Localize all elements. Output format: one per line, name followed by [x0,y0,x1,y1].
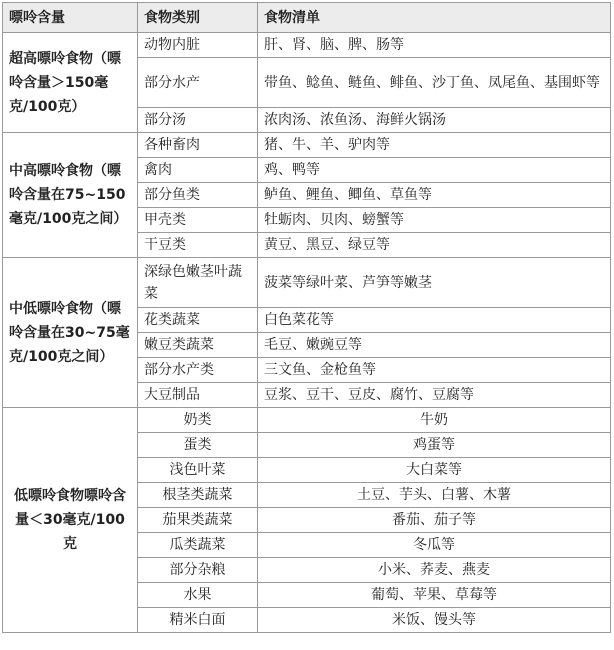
category-ultra-high: 超高嘌呤食物（嘌呤含量＞150毫克/100克） [3,33,138,133]
food-list-cell: 鸡、鸭等 [258,158,611,183]
food-list-cell: 菠菜等绿叶菜、芦笋等嫩茎 [258,258,611,308]
table-row [3,33,611,58]
food-type-cell: 瓜类蔬菜 [138,533,258,558]
food-type-cell: 干豆类 [138,233,258,258]
food-type-cell: 部分汤 [138,108,258,133]
food-list-cell: 肝、肾、脑、脾、肠等 [258,33,611,58]
category-mid-low: 中低嘌呤食物（嘌呤含量在30~75毫克/100克之间） [3,258,138,408]
header-purine-level: 嘌呤含量 [3,3,138,33]
table-header-row [3,3,611,33]
table-row [3,408,611,433]
food-list-cell: 豆浆、豆干、豆皮、腐竹、豆腐等 [258,383,611,408]
food-list-cell: 鲈鱼、鲤鱼、鲫鱼、草鱼等 [258,183,611,208]
food-list-cell: 黄豆、黑豆、绿豆等 [258,233,611,258]
food-type-cell: 甲壳类 [138,208,258,233]
food-type-cell: 根茎类蔬菜 [138,483,258,508]
food-list-cell: 牡蛎肉、贝肉、螃蟹等 [258,208,611,233]
food-list-cell: 猪、牛、羊、驴肉等 [258,133,611,158]
food-list-cell: 大白菜等 [258,458,611,483]
food-list-cell: 米饭、馒头等 [258,608,611,633]
food-list-cell: 白色菜花等 [258,308,611,333]
food-list-cell: 葡萄、苹果、草莓等 [258,583,611,608]
food-type-cell: 部分水产 [138,58,258,108]
table-row [3,258,611,308]
food-type-cell: 精米白面 [138,608,258,633]
food-type-cell: 动物内脏 [138,33,258,58]
food-list-cell: 冬瓜等 [258,533,611,558]
food-type-cell: 大豆制品 [138,383,258,408]
food-type-cell: 深绿色嫩茎叶蔬菜 [138,258,258,308]
food-type-cell: 部分鱼类 [138,183,258,208]
food-type-cell: 奶类 [138,408,258,433]
food-type-cell: 花类蔬菜 [138,308,258,333]
food-list-cell: 浓肉汤、浓鱼汤、海鲜火锅汤 [258,108,611,133]
header-food-list: 食物清单 [258,3,611,33]
food-type-cell: 浅色叶菜 [138,458,258,483]
food-list-cell: 小米、荞麦、燕麦 [258,558,611,583]
food-list-cell: 番茄、茄子等 [258,508,611,533]
purine-food-table [2,2,611,633]
food-type-cell: 水果 [138,583,258,608]
food-list-cell: 带鱼、鲶鱼、鲢鱼、鲱鱼、沙丁鱼、凤尾鱼、基围虾等 [258,58,611,108]
header-food-type: 食物类别 [138,3,258,33]
food-type-cell: 部分杂粮 [138,558,258,583]
food-list-cell: 牛奶 [258,408,611,433]
food-type-cell: 嫩豆类蔬菜 [138,333,258,358]
table-row [3,133,611,158]
food-list-cell: 鸡蛋等 [258,433,611,458]
food-list-cell: 土豆、芋头、白薯、木薯 [258,483,611,508]
food-type-cell: 部分水产类 [138,358,258,383]
food-list-cell: 三文鱼、金枪鱼等 [258,358,611,383]
food-type-cell: 茄果类蔬菜 [138,508,258,533]
food-list-cell: 毛豆、嫩豌豆等 [258,333,611,358]
food-type-cell: 禽肉 [138,158,258,183]
category-low: 低嘌呤食物嘌呤含量＜30毫克/100克 [3,408,138,633]
food-type-cell: 蛋类 [138,433,258,458]
food-type-cell: 各种畜肉 [138,133,258,158]
category-mid-high: 中高嘌呤食物（嘌呤含量在75~150毫克/100克之间） [3,133,138,258]
